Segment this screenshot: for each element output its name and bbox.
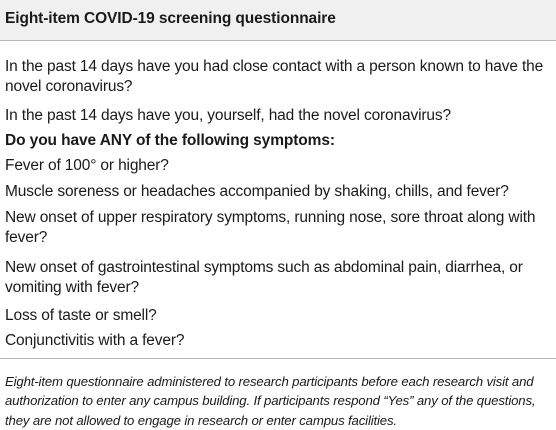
symptom-gastrointestinal-line-2: vomiting with fever? [5,279,139,296]
table-header [0,0,556,41]
symptom-fever: Fever of 100° or higher? [5,157,169,174]
table-bottom-rule [0,358,556,359]
symptom-gastrointestinal-line-1: New onset of gastrointestinal symptoms such as abdominal pain, diarrhea, or [5,259,523,276]
symptoms-heading: Do you have ANY of the following symptoms: [5,132,335,149]
question-close-contact-line-2: novel coronavirus? [5,78,133,95]
symptom-conjunctivitis: Conjunctivitis with a fever? [5,332,185,349]
question-close-contact-line-1: In the past 14 days have you had close contact with a person known to have the [5,58,544,75]
question-had-coronavirus: In the past 14 days have you, yourself, had the novel coronavirus? [5,107,451,124]
table-footnote: Eight-item questionnaire administered to research participants before each research visit and authorization to enter any campus building. If participants respond “Yes” any of the questions, they are not allowed to engage in research or enter campus facilities. [5,374,536,428]
symptom-upper-respiratory-line-1: New onset of upper respiratory symptoms, running nose, sore throat along with [5,209,536,226]
table-title: Eight-item COVID-19 screening questionnaire [5,10,336,27]
symptom-loss-of-taste: Loss of taste or smell? [5,307,157,324]
symptom-upper-respiratory-line-2: fever? [5,229,48,246]
symptom-muscle-soreness: Muscle soreness or headaches accompanied by shaking, chills, and fever? [5,183,509,200]
